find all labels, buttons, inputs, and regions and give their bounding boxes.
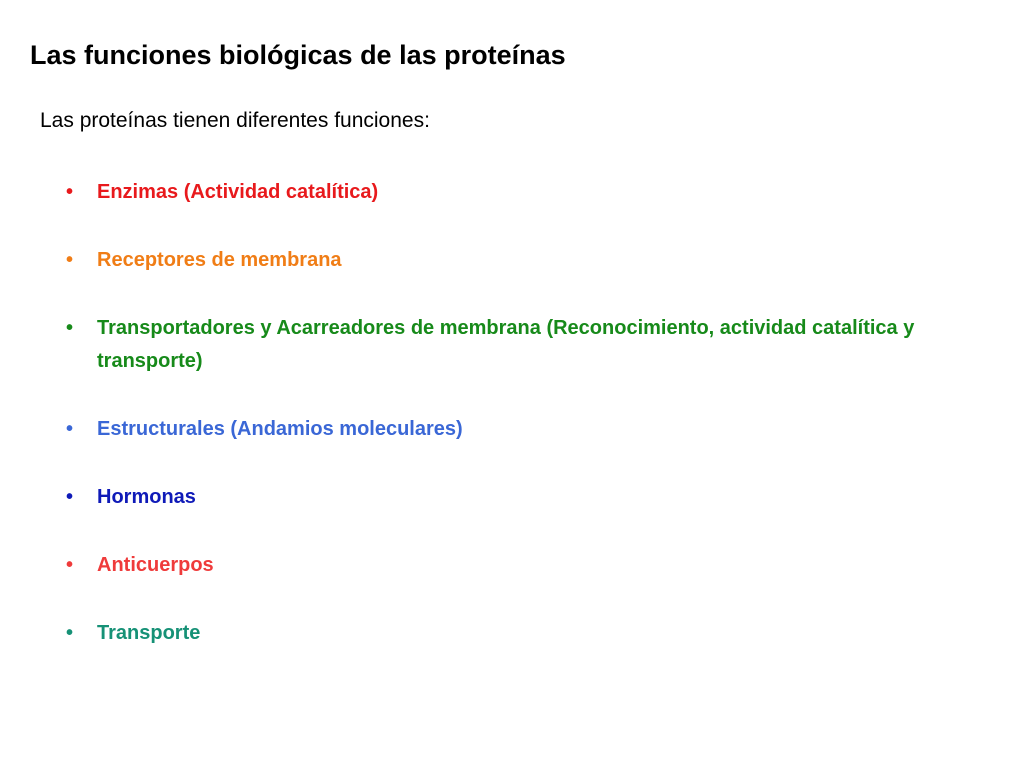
bullet-icon: •: [66, 249, 74, 271]
slide-title: Las funciones biológicas de las proteínas: [30, 40, 566, 70]
list-item-transporte: [66, 617, 966, 650]
bullet-icon: •: [66, 486, 74, 508]
list-item-label: Estructurales (Andamios moleculares): [97, 418, 463, 440]
bullet-icon: •: [66, 554, 74, 576]
list-item-label: Transportadores y Acarreadores de membrana (Reconocimiento, actividad catalítica y transporte): [97, 317, 915, 372]
list-item-label: Transporte: [97, 622, 201, 644]
list-item-estructurales: [66, 413, 966, 446]
bullet-icon: •: [66, 317, 74, 339]
list-item-label: Hormonas: [97, 486, 196, 508]
bullet-icon: •: [66, 418, 74, 440]
function-list: [66, 176, 966, 685]
list-item-label: Receptores de membrana: [97, 249, 342, 271]
list-item-label: Anticuerpos: [97, 554, 214, 576]
list-item-transportadores: [66, 312, 966, 378]
list-item-receptores: [66, 244, 966, 277]
list-item-label: Enzimas (Actividad catalítica): [97, 181, 379, 203]
bullet-icon: •: [66, 181, 74, 203]
list-item-hormonas: [66, 481, 966, 514]
list-item-anticuerpos: [66, 549, 966, 582]
bullet-icon: •: [66, 622, 74, 644]
list-item-enzimas: [66, 176, 966, 209]
slide-subtitle: Las proteínas tienen diferentes funciones:: [40, 109, 430, 132]
